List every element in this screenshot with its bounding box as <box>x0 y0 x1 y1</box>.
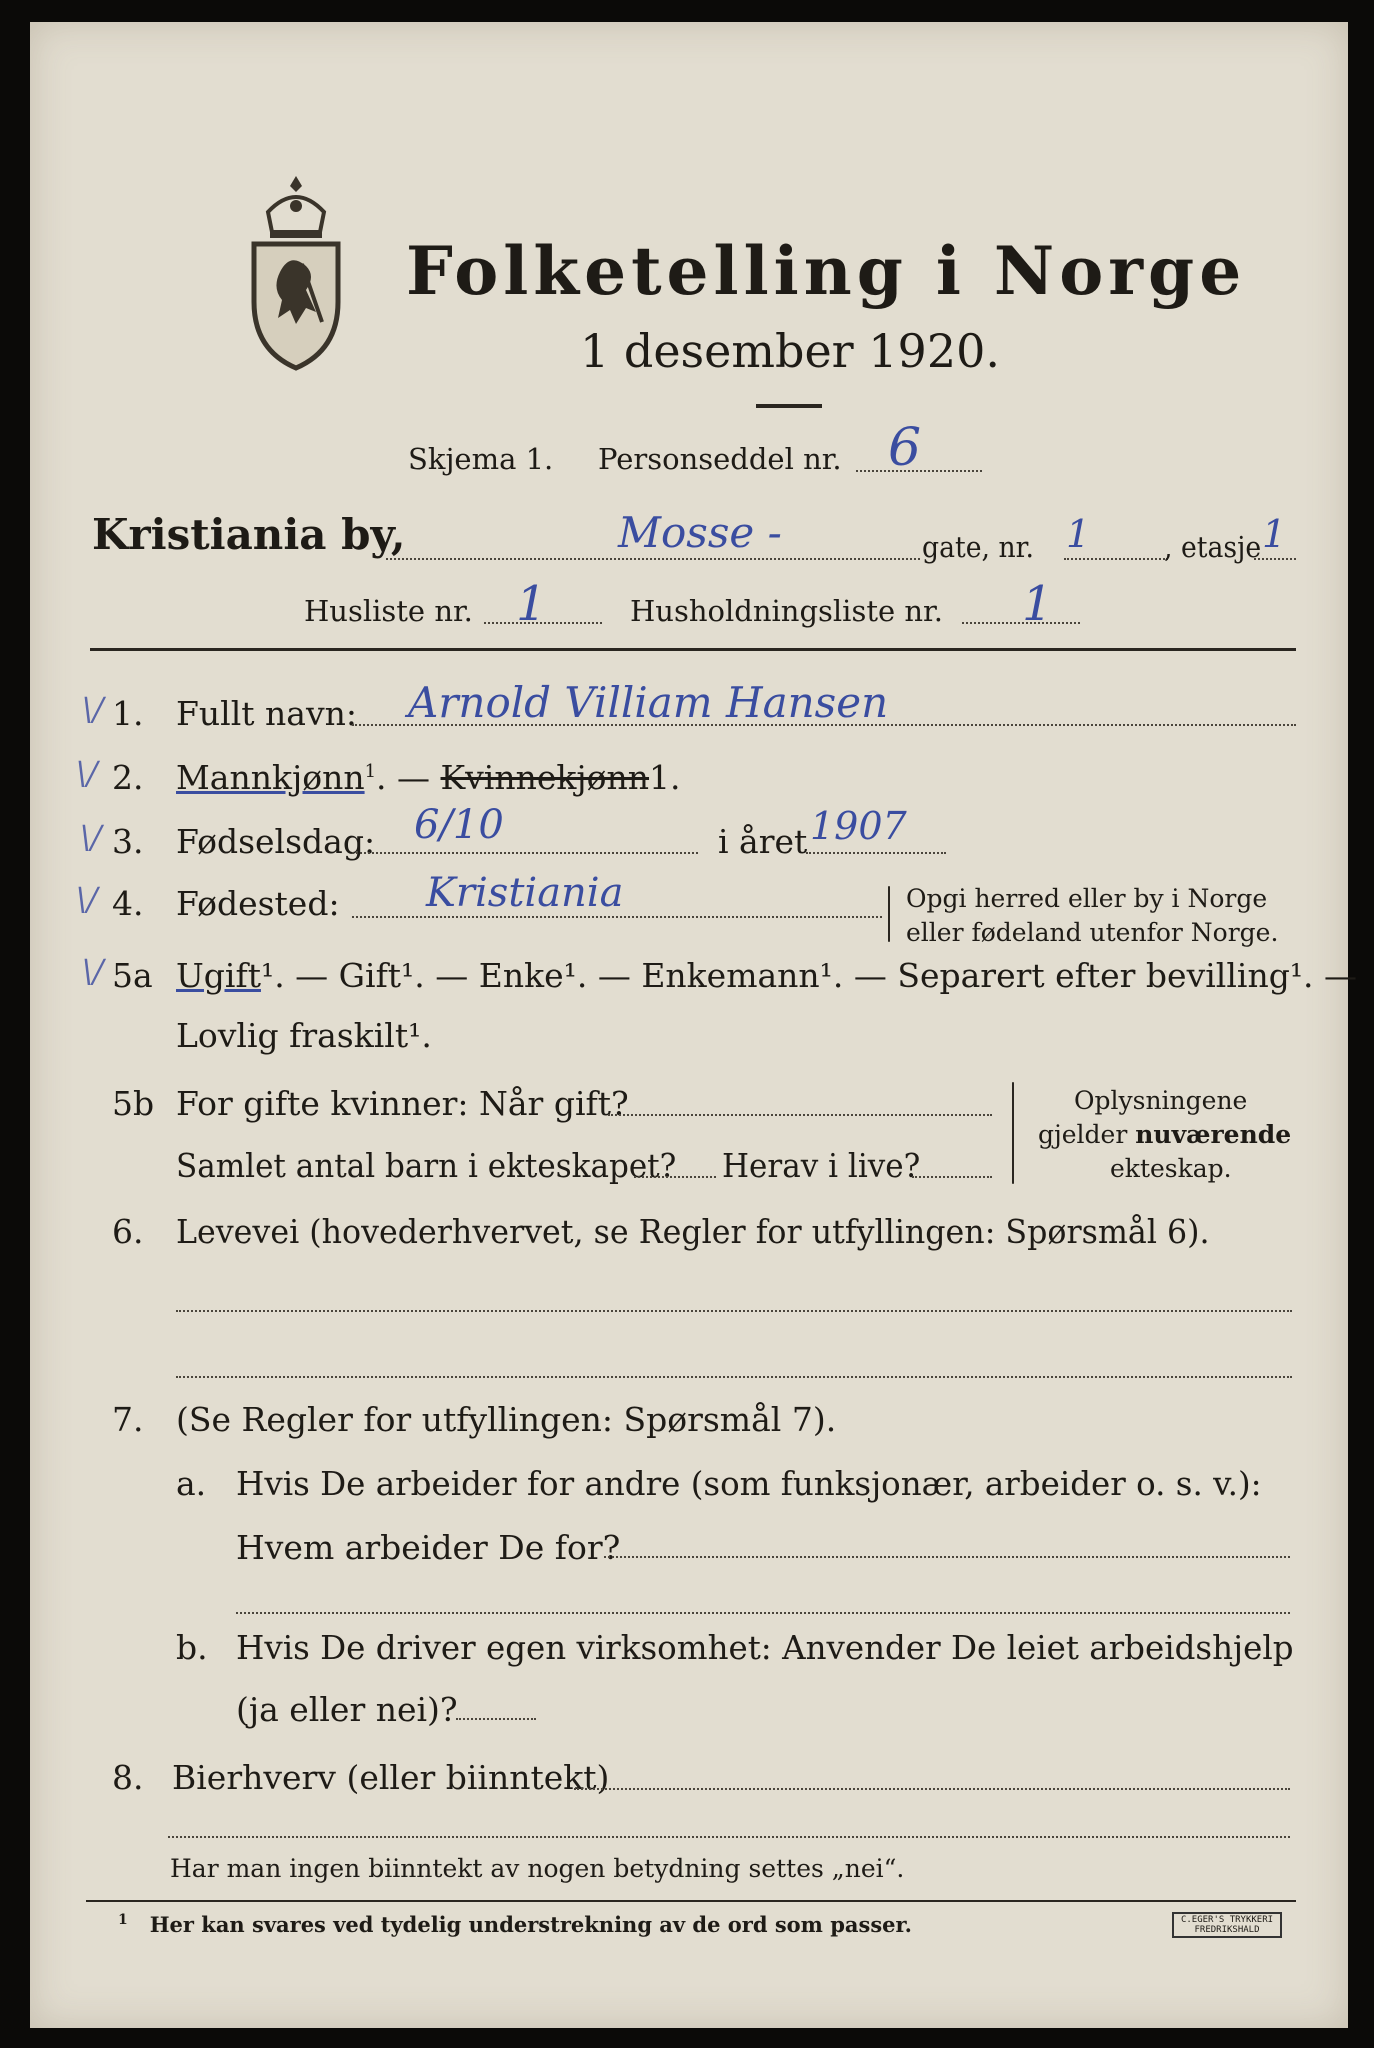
city-label: Kristiania by, <box>92 510 406 559</box>
q4-birthplace: Kristiania <box>426 870 624 916</box>
street-value: Mosse - <box>618 508 782 557</box>
q7b-answer-line <box>456 1718 536 1720</box>
q4-line <box>352 916 882 918</box>
q6-line-1 <box>176 1310 1292 1312</box>
gate-nr-value: 1 <box>1066 512 1091 556</box>
check-mark-2: \/ <box>76 754 98 792</box>
q4-note-line1: Opgi herred eller by i Norge <box>906 884 1268 913</box>
q6-number: 6. <box>112 1212 144 1251</box>
husliste-label: Husliste nr. <box>304 594 473 628</box>
form-date: 1 desember 1920. <box>580 324 1000 378</box>
q5a-options: Ugift¹. — Gift¹. — Enke¹. — Enkemann¹. — Separert efter bevilling¹. — <box>176 956 1358 995</box>
q8-number: 8. <box>112 1758 144 1797</box>
q6-line-2 <box>176 1376 1292 1378</box>
etasje-label: , etasje <box>1164 530 1262 564</box>
q5b-number: 5b <box>112 1084 155 1123</box>
q7a-line-2 <box>236 1612 1290 1614</box>
check-mark-3: \/ <box>80 818 102 856</box>
street-line <box>386 558 920 560</box>
coat-of-arms-icon <box>244 172 348 372</box>
check-mark-5: \/ <box>82 952 104 990</box>
q7a-letter: a. <box>176 1464 207 1503</box>
q4-note-brace <box>888 886 890 942</box>
schema-label: Skjema 1. <box>408 442 554 476</box>
q4-note-line2: eller fødeland utenfor Norge. <box>906 918 1279 947</box>
q2-female-option: Kvinnekjønn <box>440 758 650 797</box>
form-title: Folketelling i Norge <box>406 232 1247 310</box>
q5b-line1: For gifte kvinner: Når gift? <box>176 1084 629 1123</box>
q7b-letter: b. <box>176 1628 208 1667</box>
etasje-line <box>1254 558 1296 560</box>
q7-number: 7. <box>112 1400 144 1439</box>
q5b-children-line <box>634 1176 716 1178</box>
printer-stamp: C.EGER'S TRYKKERI FREDRIKSHALD <box>1172 1912 1282 1938</box>
q3-date-line <box>352 852 698 854</box>
q7a-line1: Hvis De arbeider for andre (som funksjonær, arbeider o. s. v.): <box>236 1464 1262 1503</box>
q6-label: Levevei (hovederhvervet, se Regler for utfyllingen: Spørsmål 6). <box>176 1212 1210 1251</box>
q5b-note-line1: Oplysningene <box>1074 1086 1248 1115</box>
q7b-line2: (ja eller nei)? <box>236 1690 458 1729</box>
personseddel-label: Personseddel nr. <box>598 442 842 476</box>
q5b-children-label: Samlet antal barn i ekteskapet? <box>176 1146 677 1185</box>
q2-male-option: Mannkjønn <box>176 758 365 797</box>
footnote-text: $^1$ Her kan svares ved tydelig understrekning av de ord som passer. <box>118 1912 912 1937</box>
q5a-ugift-option: Ugift <box>176 956 261 995</box>
q5b-note-line3: ekteskap. <box>1110 1154 1232 1183</box>
q7a-line2: Hvem arbeider De for? <box>236 1528 621 1567</box>
husholdning-line <box>962 622 1080 624</box>
husholdning-label: Husholdningsliste nr. <box>630 594 943 628</box>
q8-label: Bierhverv (eller biinntekt) <box>172 1758 610 1797</box>
q7-label: (Se Regler for utfyllingen: Spørsmål 7). <box>176 1400 837 1439</box>
q3-year-line <box>806 852 946 854</box>
husholdning-value: 1 <box>1022 576 1053 632</box>
footer-divider <box>168 1836 1290 1838</box>
q7b-line1: Hvis De driver egen virksomhet: Anvender De leiet arbeidshjelp <box>236 1628 1294 1667</box>
footnote-divider <box>86 1900 1296 1902</box>
check-mark-1: \/ <box>82 690 104 728</box>
q8-line <box>574 1788 1290 1790</box>
q5a-number: 5a <box>112 956 153 995</box>
q2-options: Mannkjønn$^1$. — Kvinnekjønn1. <box>176 758 681 797</box>
etasje-value: 1 <box>1262 512 1287 556</box>
gate-label: gate, nr. <box>922 530 1034 564</box>
check-mark-4: \/ <box>76 880 98 918</box>
q7a-employer-line <box>604 1556 1290 1558</box>
q5b-note-brace <box>1012 1082 1014 1184</box>
q2-number: 2. <box>112 758 144 797</box>
personseddel-value: 6 <box>888 418 922 478</box>
q3-number: 3. <box>112 822 144 861</box>
q4-number: 4. <box>112 884 144 923</box>
gate-nr-line <box>1064 558 1168 560</box>
q5b-alive-line <box>912 1176 992 1178</box>
footer-note: Har man ingen biinntekt av nogen betydning settes „nei“. <box>170 1854 905 1883</box>
q3-label: Fødselsdag: <box>176 822 376 861</box>
q1-label: Fullt navn: <box>176 694 357 733</box>
q5b-married-line <box>608 1114 992 1116</box>
q1-number: 1. <box>112 694 144 733</box>
husliste-value: 1 <box>516 576 547 632</box>
header-divider <box>90 648 1296 651</box>
q4-label: Fødested: <box>176 884 340 923</box>
q1-full-name: Arnold Villiam Hansen <box>408 678 889 727</box>
q3-birth-year: 1907 <box>810 804 907 848</box>
q5b-note-line2: gjelder nuværende <box>1038 1120 1292 1149</box>
q3-year-label: i året <box>718 822 808 861</box>
title-rule <box>756 404 822 408</box>
q5b-alive-label: Herav i live? <box>722 1146 921 1185</box>
q5a-line2: Lovlig fraskilt¹. <box>176 1016 432 1055</box>
q3-birth-date: 6/10 <box>414 802 504 848</box>
